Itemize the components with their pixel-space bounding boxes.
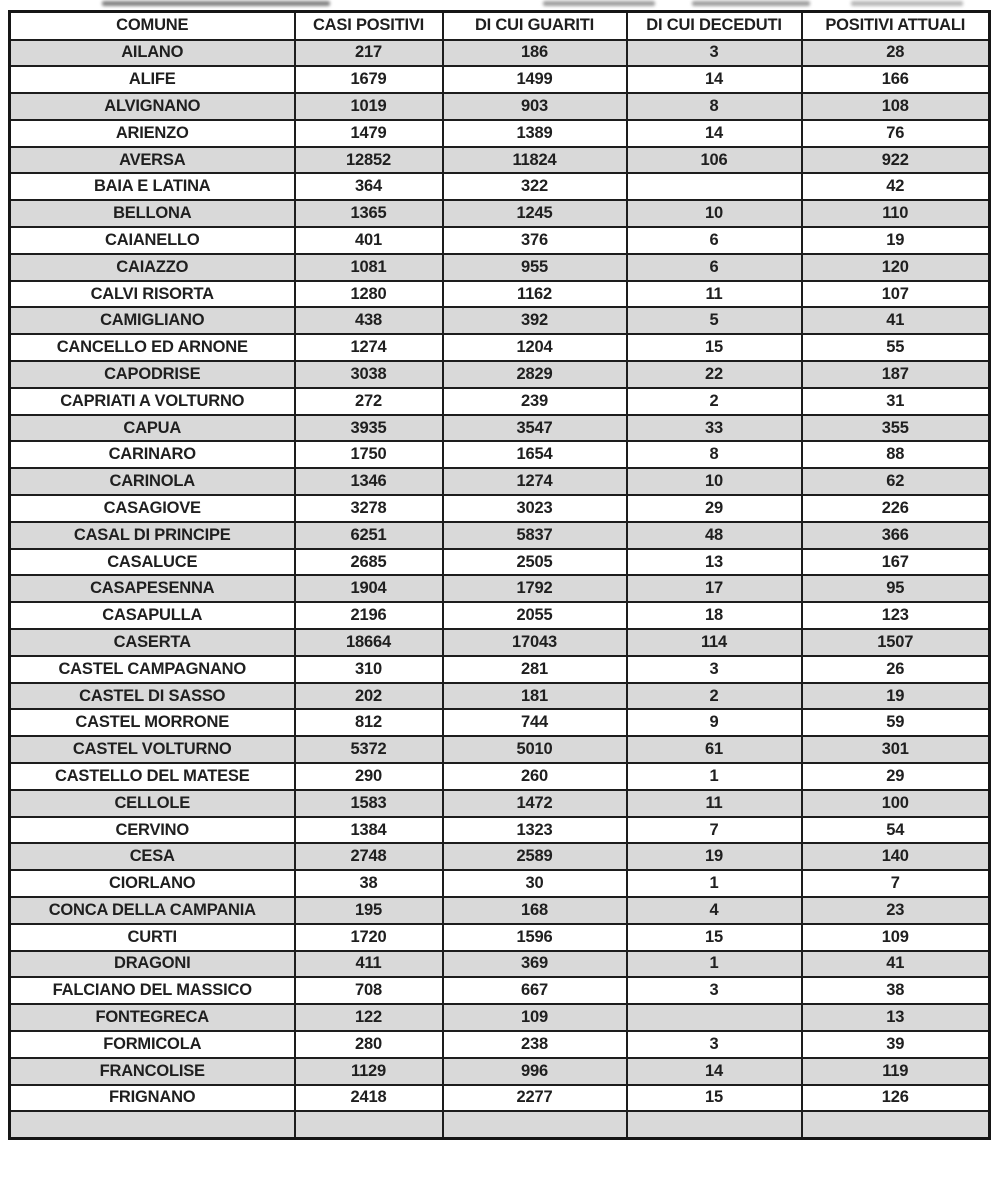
- cell-di-cui-guariti: 1654: [443, 441, 627, 468]
- cell-di-cui-deceduti: 11: [627, 790, 802, 817]
- cell-di-cui-deceduti: 10: [627, 200, 802, 227]
- cell-casi-positivi: 1720: [295, 924, 443, 951]
- cell-positivi-attuali: 110: [802, 200, 990, 227]
- cell-positivi-attuali: 38: [802, 977, 990, 1004]
- cell-positivi-attuali: 28: [802, 40, 990, 67]
- cell-casi-positivi: 1280: [295, 281, 443, 308]
- cell-di-cui-guariti: 392: [443, 307, 627, 334]
- cell-di-cui-deceduti: 6: [627, 254, 802, 281]
- cell-di-cui-deceduti: 8: [627, 93, 802, 120]
- cell-casi-positivi: 1129: [295, 1058, 443, 1085]
- cell-comune: CAPRIATI A VOLTURNO: [10, 388, 295, 415]
- cell-di-cui-deceduti: 18: [627, 602, 802, 629]
- cell-positivi-attuali: 54: [802, 817, 990, 844]
- cell-di-cui-deceduti: 61: [627, 736, 802, 763]
- cell-di-cui-guariti: 1792: [443, 575, 627, 602]
- cell-di-cui-deceduti: 5: [627, 307, 802, 334]
- cell-casi-positivi: 708: [295, 977, 443, 1004]
- cell-empty: [295, 1111, 443, 1138]
- cell-positivi-attuali: 13: [802, 1004, 990, 1031]
- cell-positivi-attuali: 109: [802, 924, 990, 951]
- cell-casi-positivi: 1346: [295, 468, 443, 495]
- cell-di-cui-guariti: 238: [443, 1031, 627, 1058]
- cell-positivi-attuali: 19: [802, 227, 990, 254]
- table-row: [10, 763, 990, 790]
- cell-casi-positivi: 3935: [295, 415, 443, 442]
- partial-row: [10, 1111, 990, 1138]
- cell-di-cui-deceduti: 1: [627, 951, 802, 978]
- cell-di-cui-guariti: 744: [443, 709, 627, 736]
- cell-di-cui-deceduti: 14: [627, 120, 802, 147]
- cell-positivi-attuali: 119: [802, 1058, 990, 1085]
- cell-di-cui-deceduti: 9: [627, 709, 802, 736]
- cell-positivi-attuali: 26: [802, 656, 990, 683]
- cell-comune: FRANCOLISE: [10, 1058, 295, 1085]
- cell-comune: CASTEL DI SASSO: [10, 683, 295, 710]
- table-row: [10, 361, 990, 388]
- cropped-row-remnant: [692, 1, 810, 6]
- cell-positivi-attuali: 108: [802, 93, 990, 120]
- table-row: [10, 415, 990, 442]
- cell-casi-positivi: 12852: [295, 147, 443, 174]
- cell-comune: CELLOLE: [10, 790, 295, 817]
- cell-comune: CALVI RISORTA: [10, 281, 295, 308]
- cell-comune: FALCIANO DEL MASSICO: [10, 977, 295, 1004]
- cell-casi-positivi: 1583: [295, 790, 443, 817]
- cell-di-cui-deceduti: 2: [627, 683, 802, 710]
- cell-di-cui-deceduti: 15: [627, 334, 802, 361]
- cell-di-cui-guariti: 1162: [443, 281, 627, 308]
- cell-di-cui-guariti: 30: [443, 870, 627, 897]
- cell-positivi-attuali: 120: [802, 254, 990, 281]
- cell-comune: CASTEL VOLTURNO: [10, 736, 295, 763]
- cell-positivi-attuali: 31: [802, 388, 990, 415]
- cell-positivi-attuali: 301: [802, 736, 990, 763]
- cell-positivi-attuali: 355: [802, 415, 990, 442]
- table-row: [10, 1004, 990, 1031]
- table-row: [10, 468, 990, 495]
- cropped-row-remnant: [851, 1, 963, 6]
- cell-di-cui-guariti: 11824: [443, 147, 627, 174]
- cropped-row-remnant: [102, 1, 330, 6]
- cell-casi-positivi: 5372: [295, 736, 443, 763]
- cell-di-cui-deceduti: 19: [627, 843, 802, 870]
- cell-comune: CIORLANO: [10, 870, 295, 897]
- cell-positivi-attuali: 7: [802, 870, 990, 897]
- table-row: [10, 549, 990, 576]
- cell-casi-positivi: 2685: [295, 549, 443, 576]
- cell-comune: CAMIGLIANO: [10, 307, 295, 334]
- cell-di-cui-guariti: 109: [443, 1004, 627, 1031]
- cell-comune: CASAPULLA: [10, 602, 295, 629]
- cell-di-cui-deceduti: 14: [627, 1058, 802, 1085]
- cell-di-cui-deceduti: 13: [627, 549, 802, 576]
- cell-di-cui-deceduti: 3: [627, 1031, 802, 1058]
- cell-casi-positivi: 1679: [295, 66, 443, 93]
- cell-positivi-attuali: 62: [802, 468, 990, 495]
- table-row: [10, 1085, 990, 1112]
- cell-di-cui-deceduti: 6: [627, 227, 802, 254]
- table-row: [10, 495, 990, 522]
- cell-positivi-attuali: 55: [802, 334, 990, 361]
- cell-comune: CAPODRISE: [10, 361, 295, 388]
- cell-di-cui-guariti: 903: [443, 93, 627, 120]
- cell-di-cui-guariti: 369: [443, 951, 627, 978]
- cell-di-cui-deceduti: 1: [627, 763, 802, 790]
- cell-comune: CERVINO: [10, 817, 295, 844]
- cell-di-cui-guariti: 239: [443, 388, 627, 415]
- cell-positivi-attuali: 226: [802, 495, 990, 522]
- cell-casi-positivi: 280: [295, 1031, 443, 1058]
- cell-di-cui-deceduti: 10: [627, 468, 802, 495]
- cell-comune: FRIGNANO: [10, 1085, 295, 1112]
- table-row: [10, 522, 990, 549]
- cell-comune: ALVIGNANO: [10, 93, 295, 120]
- cell-comune: CASAL DI PRINCIPE: [10, 522, 295, 549]
- cell-positivi-attuali: 59: [802, 709, 990, 736]
- cell-positivi-attuali: 366: [802, 522, 990, 549]
- cell-casi-positivi: 310: [295, 656, 443, 683]
- cell-casi-positivi: 1384: [295, 817, 443, 844]
- cell-di-cui-guariti: 17043: [443, 629, 627, 656]
- table-row: [10, 602, 990, 629]
- cell-casi-positivi: 2748: [295, 843, 443, 870]
- column-header-di-cui-deceduti: DI CUI DECEDUTI: [627, 12, 802, 40]
- cell-di-cui-deceduti: 3: [627, 977, 802, 1004]
- table-row: [10, 951, 990, 978]
- cell-comune: DRAGONI: [10, 951, 295, 978]
- cell-di-cui-deceduti: 1: [627, 870, 802, 897]
- table-row: [10, 173, 990, 200]
- table-row: [10, 388, 990, 415]
- cell-di-cui-deceduti: [627, 173, 802, 200]
- cell-comune: CONCA DELLA CAMPANIA: [10, 897, 295, 924]
- cell-di-cui-deceduti: 22: [627, 361, 802, 388]
- cell-comune: CASERTA: [10, 629, 295, 656]
- cell-casi-positivi: 1750: [295, 441, 443, 468]
- cell-casi-positivi: 18664: [295, 629, 443, 656]
- cell-di-cui-deceduti: 8: [627, 441, 802, 468]
- cell-comune: CESA: [10, 843, 295, 870]
- cell-di-cui-guariti: 1389: [443, 120, 627, 147]
- cell-comune: CARINARO: [10, 441, 295, 468]
- cell-comune: AVERSA: [10, 147, 295, 174]
- table-row: [10, 709, 990, 736]
- cell-comune: CAIANELLO: [10, 227, 295, 254]
- cell-positivi-attuali: 167: [802, 549, 990, 576]
- cell-di-cui-guariti: 1245: [443, 200, 627, 227]
- cell-di-cui-guariti: 3547: [443, 415, 627, 442]
- table-row: [10, 1031, 990, 1058]
- cell-positivi-attuali: 23: [802, 897, 990, 924]
- table-row: [10, 1058, 990, 1085]
- table-row: [10, 441, 990, 468]
- cell-di-cui-guariti: 5837: [443, 522, 627, 549]
- cell-positivi-attuali: 126: [802, 1085, 990, 1112]
- covid-comuni-table: [8, 10, 991, 1140]
- cell-comune: CASAGIOVE: [10, 495, 295, 522]
- cell-di-cui-guariti: 181: [443, 683, 627, 710]
- cell-casi-positivi: 1081: [295, 254, 443, 281]
- cell-comune: CASTELLO DEL MATESE: [10, 763, 295, 790]
- cell-comune: CAPUA: [10, 415, 295, 442]
- cell-di-cui-deceduti: 33: [627, 415, 802, 442]
- cell-positivi-attuali: 187: [802, 361, 990, 388]
- cell-di-cui-guariti: 2277: [443, 1085, 627, 1112]
- table-row: [10, 790, 990, 817]
- cell-positivi-attuali: 41: [802, 951, 990, 978]
- cell-di-cui-deceduti: 11: [627, 281, 802, 308]
- cell-casi-positivi: 812: [295, 709, 443, 736]
- table-row: [10, 629, 990, 656]
- cell-casi-positivi: 272: [295, 388, 443, 415]
- cell-positivi-attuali: 41: [802, 307, 990, 334]
- cell-empty: [10, 1111, 295, 1138]
- table-header: [10, 12, 990, 40]
- cell-positivi-attuali: 107: [802, 281, 990, 308]
- cell-casi-positivi: 411: [295, 951, 443, 978]
- cell-casi-positivi: 195: [295, 897, 443, 924]
- cell-di-cui-deceduti: 29: [627, 495, 802, 522]
- cell-di-cui-deceduti: 14: [627, 66, 802, 93]
- table-row: [10, 843, 990, 870]
- table-row: [10, 307, 990, 334]
- cell-casi-positivi: 6251: [295, 522, 443, 549]
- cell-di-cui-deceduti: 2: [627, 388, 802, 415]
- table-row: [10, 66, 990, 93]
- cell-casi-positivi: 438: [295, 307, 443, 334]
- cell-di-cui-guariti: 1274: [443, 468, 627, 495]
- cell-empty: [443, 1111, 627, 1138]
- cell-positivi-attuali: 100: [802, 790, 990, 817]
- cell-comune: AILANO: [10, 40, 295, 67]
- cell-positivi-attuali: 166: [802, 66, 990, 93]
- table-row: [10, 200, 990, 227]
- cell-comune: CASAPESENNA: [10, 575, 295, 602]
- column-header-positivi-attuali: POSITIVI ATTUALI: [802, 12, 990, 40]
- table-row: [10, 281, 990, 308]
- cell-di-cui-deceduti: 7: [627, 817, 802, 844]
- cell-empty: [802, 1111, 990, 1138]
- cell-di-cui-deceduti: 15: [627, 924, 802, 951]
- cell-di-cui-deceduti: 106: [627, 147, 802, 174]
- cell-di-cui-guariti: 3023: [443, 495, 627, 522]
- cell-di-cui-guariti: 1204: [443, 334, 627, 361]
- cell-di-cui-deceduti: [627, 1004, 802, 1031]
- table-row: [10, 977, 990, 1004]
- cell-casi-positivi: 122: [295, 1004, 443, 1031]
- cell-comune: CURTI: [10, 924, 295, 951]
- cell-di-cui-guariti: 996: [443, 1058, 627, 1085]
- column-header-casi-positivi: CASI POSITIVI: [295, 12, 443, 40]
- cell-positivi-attuali: 76: [802, 120, 990, 147]
- cell-di-cui-guariti: 376: [443, 227, 627, 254]
- table-row: [10, 575, 990, 602]
- cell-casi-positivi: 2196: [295, 602, 443, 629]
- cell-casi-positivi: 1904: [295, 575, 443, 602]
- table-row: [10, 334, 990, 361]
- cell-comune: CASTEL MORRONE: [10, 709, 295, 736]
- column-header-comune: COMUNE: [10, 12, 295, 40]
- table-row: [10, 40, 990, 67]
- cell-di-cui-deceduti: 17: [627, 575, 802, 602]
- cell-positivi-attuali: 922: [802, 147, 990, 174]
- cell-casi-positivi: 3038: [295, 361, 443, 388]
- cell-casi-positivi: 1274: [295, 334, 443, 361]
- table-row: [10, 254, 990, 281]
- cell-comune: ARIENZO: [10, 120, 295, 147]
- cell-comune: BELLONA: [10, 200, 295, 227]
- cell-di-cui-guariti: 2505: [443, 549, 627, 576]
- cell-positivi-attuali: 19: [802, 683, 990, 710]
- cell-casi-positivi: 217: [295, 40, 443, 67]
- table-row: [10, 120, 990, 147]
- cell-di-cui-guariti: 281: [443, 656, 627, 683]
- cell-di-cui-guariti: 1472: [443, 790, 627, 817]
- cell-di-cui-guariti: 260: [443, 763, 627, 790]
- cell-casi-positivi: 3278: [295, 495, 443, 522]
- cell-comune: CARINOLA: [10, 468, 295, 495]
- cell-di-cui-guariti: 322: [443, 173, 627, 200]
- table-row: [10, 683, 990, 710]
- cell-casi-positivi: 2418: [295, 1085, 443, 1112]
- cell-comune: ALIFE: [10, 66, 295, 93]
- cell-casi-positivi: 290: [295, 763, 443, 790]
- cell-di-cui-deceduti: 3: [627, 656, 802, 683]
- cell-casi-positivi: 1019: [295, 93, 443, 120]
- header-row: [10, 12, 990, 40]
- cell-di-cui-guariti: 1323: [443, 817, 627, 844]
- table-row: [10, 656, 990, 683]
- cell-casi-positivi: 364: [295, 173, 443, 200]
- cell-comune: CANCELLO ED ARNONE: [10, 334, 295, 361]
- cell-di-cui-guariti: 2589: [443, 843, 627, 870]
- table-row: [10, 227, 990, 254]
- cell-di-cui-guariti: 1596: [443, 924, 627, 951]
- cell-empty: [627, 1111, 802, 1138]
- cell-di-cui-deceduti: 3: [627, 40, 802, 67]
- cell-di-cui-guariti: 667: [443, 977, 627, 1004]
- cell-positivi-attuali: 42: [802, 173, 990, 200]
- cell-di-cui-deceduti: 48: [627, 522, 802, 549]
- cell-casi-positivi: 202: [295, 683, 443, 710]
- table-row: [10, 93, 990, 120]
- cell-comune: CASALUCE: [10, 549, 295, 576]
- table-row: [10, 897, 990, 924]
- cell-comune: FONTEGRECA: [10, 1004, 295, 1031]
- table-body: [10, 40, 990, 1139]
- cell-di-cui-deceduti: 15: [627, 1085, 802, 1112]
- table-row: [10, 147, 990, 174]
- table-row: [10, 736, 990, 763]
- cell-positivi-attuali: 88: [802, 441, 990, 468]
- column-header-di-cui-guariti: DI CUI GUARITI: [443, 12, 627, 40]
- cell-di-cui-guariti: 168: [443, 897, 627, 924]
- cell-di-cui-deceduti: 4: [627, 897, 802, 924]
- cell-comune: CASTEL CAMPAGNANO: [10, 656, 295, 683]
- cropped-row-remnant: [543, 1, 655, 6]
- cell-positivi-attuali: 1507: [802, 629, 990, 656]
- cell-casi-positivi: 1479: [295, 120, 443, 147]
- cell-di-cui-guariti: 1499: [443, 66, 627, 93]
- cell-positivi-attuali: 29: [802, 763, 990, 790]
- cell-di-cui-guariti: 955: [443, 254, 627, 281]
- table-row: [10, 924, 990, 951]
- cell-positivi-attuali: 123: [802, 602, 990, 629]
- cell-casi-positivi: 38: [295, 870, 443, 897]
- cell-di-cui-guariti: 186: [443, 40, 627, 67]
- cell-comune: FORMICOLA: [10, 1031, 295, 1058]
- cell-di-cui-guariti: 5010: [443, 736, 627, 763]
- cell-positivi-attuali: 95: [802, 575, 990, 602]
- cell-comune: BAIA E LATINA: [10, 173, 295, 200]
- cell-comune: CAIAZZO: [10, 254, 295, 281]
- table-row: [10, 817, 990, 844]
- cell-positivi-attuali: 39: [802, 1031, 990, 1058]
- cell-di-cui-deceduti: 114: [627, 629, 802, 656]
- cell-casi-positivi: 401: [295, 227, 443, 254]
- table-row: [10, 870, 990, 897]
- cell-positivi-attuali: 140: [802, 843, 990, 870]
- cell-casi-positivi: 1365: [295, 200, 443, 227]
- cell-di-cui-guariti: 2055: [443, 602, 627, 629]
- cell-di-cui-guariti: 2829: [443, 361, 627, 388]
